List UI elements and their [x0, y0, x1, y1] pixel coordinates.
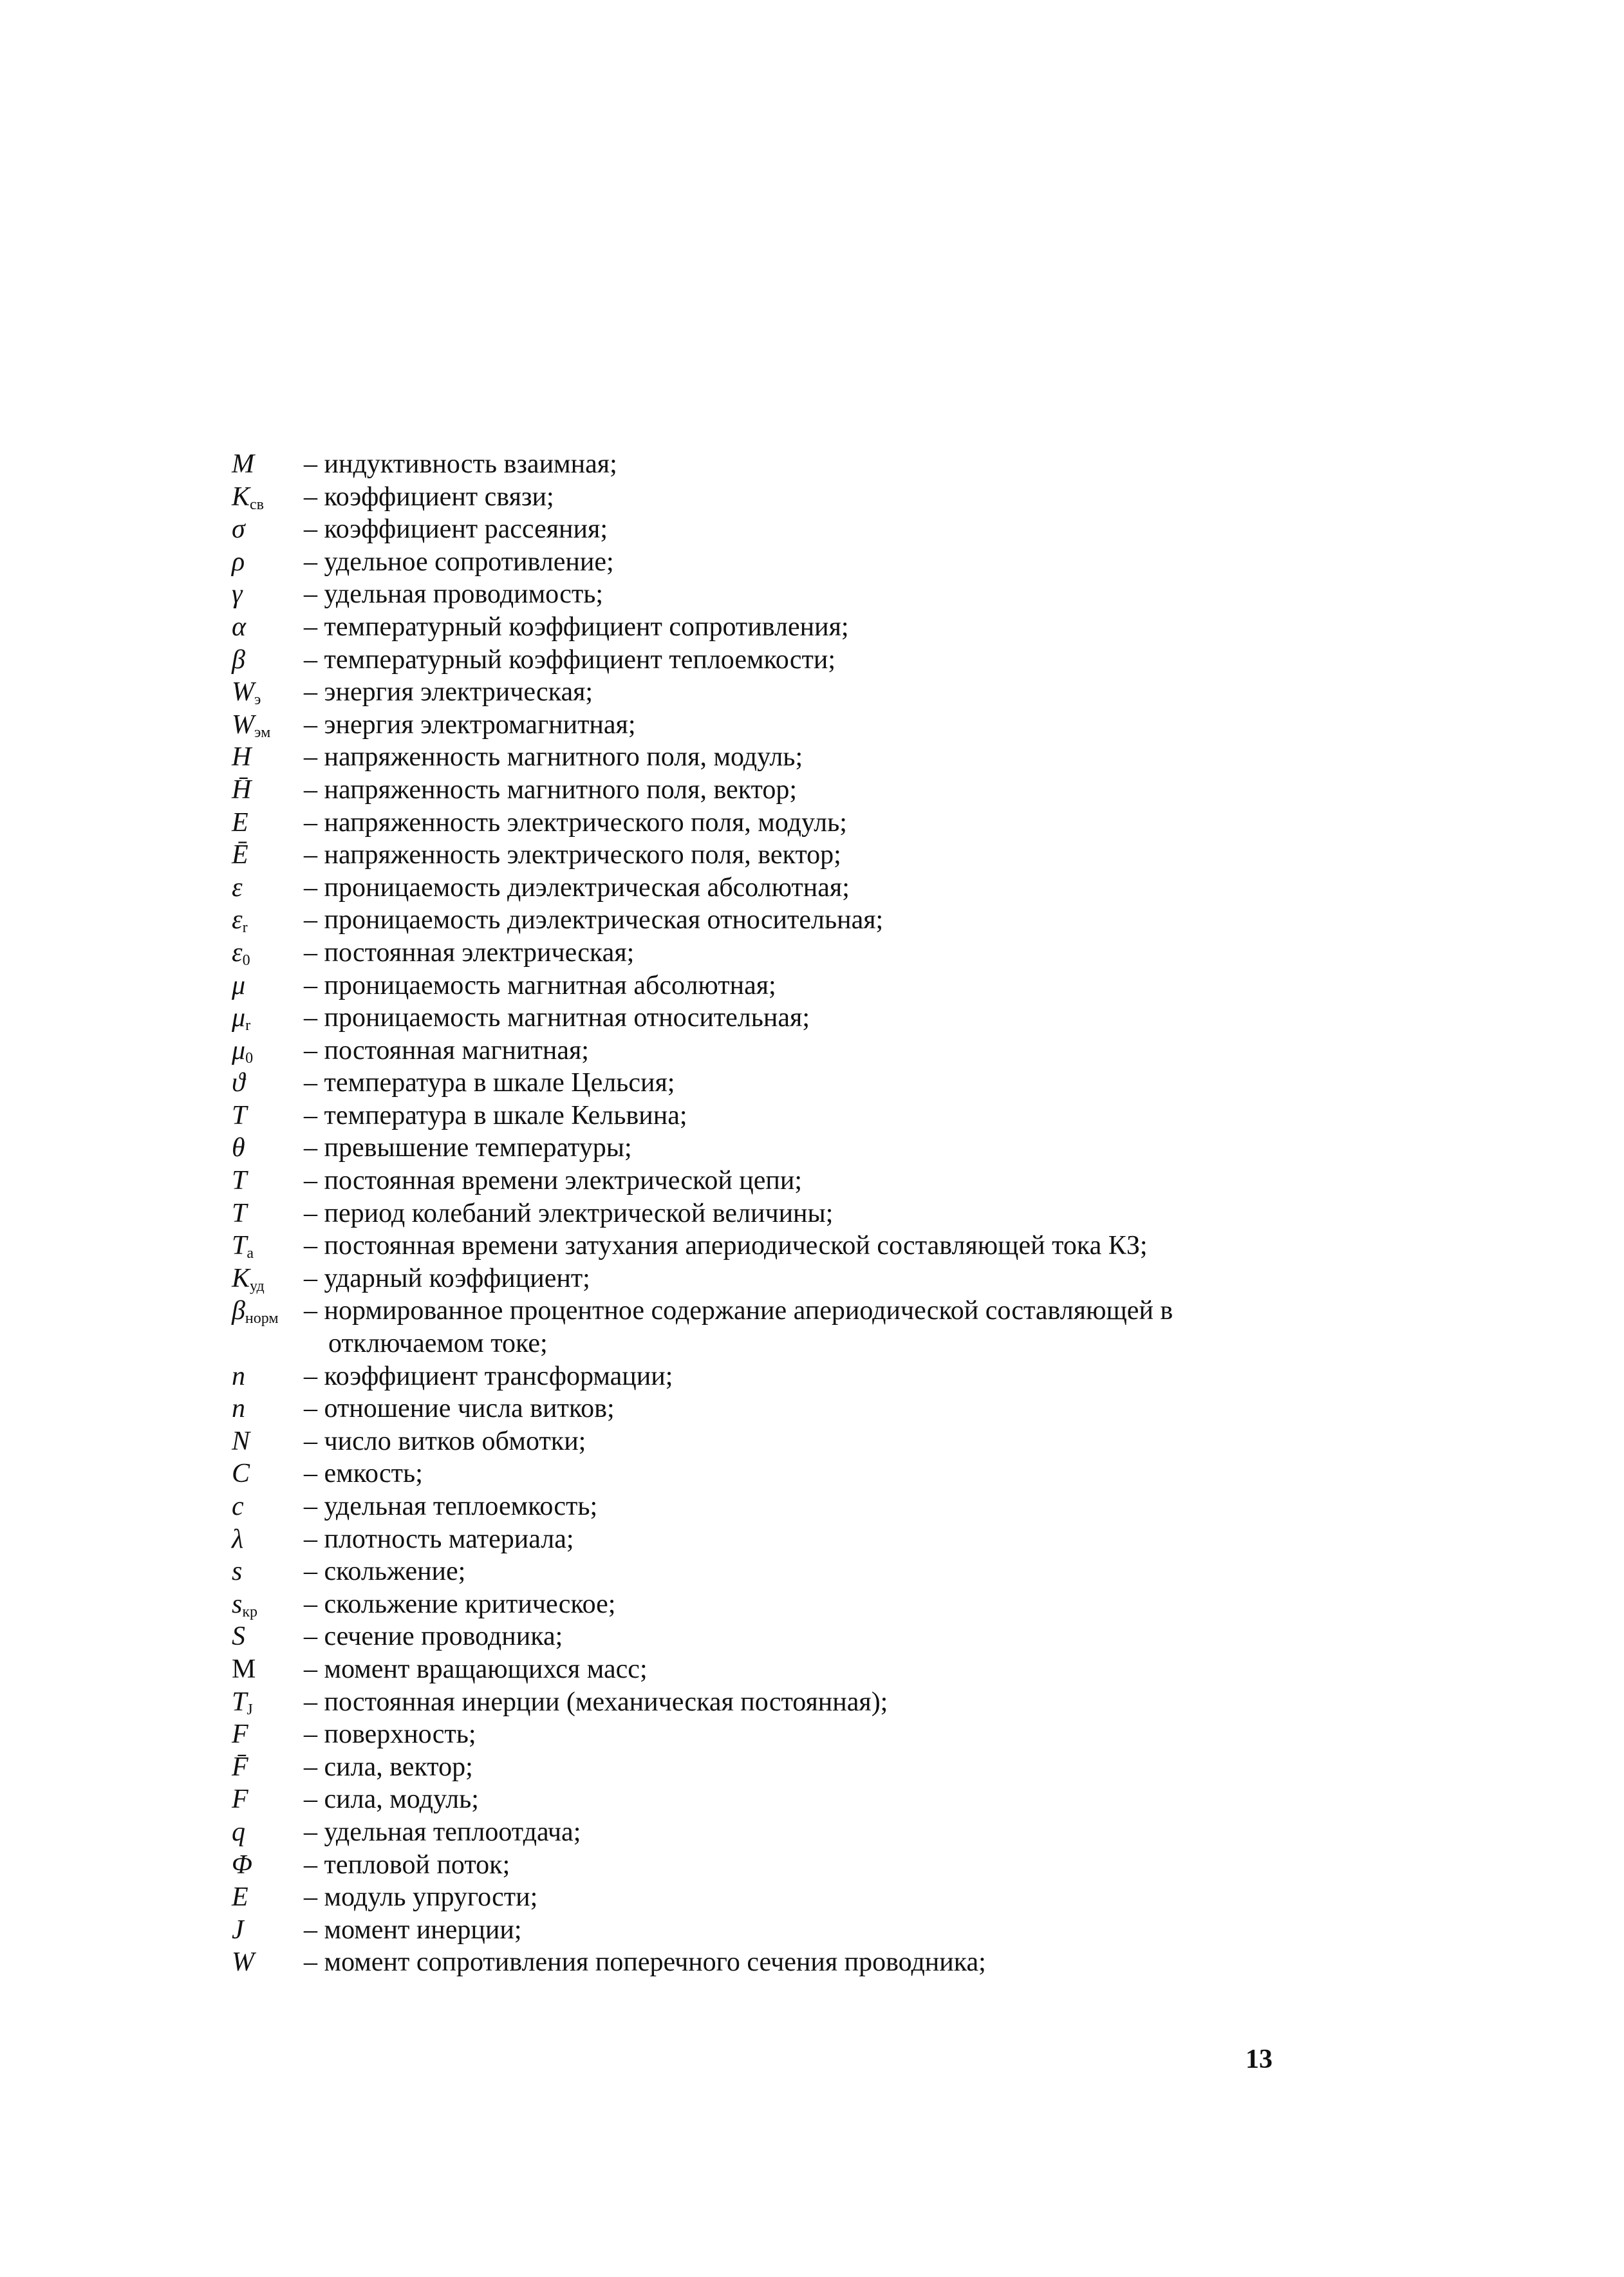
symbol: [232, 1881, 304, 1914]
description-text: сила, модуль;: [324, 1785, 479, 1815]
symbol-description: [304, 1197, 1326, 1230]
dash: –: [304, 872, 317, 903]
dash: –: [304, 1068, 317, 1098]
symbol-letter: K: [232, 1263, 250, 1293]
description-text: модуль упругости;: [324, 1882, 538, 1913]
symbol-entry: [232, 448, 1326, 481]
symbol-entry: [232, 1457, 1326, 1490]
symbol: [232, 904, 304, 937]
symbol-description: [304, 937, 1326, 970]
symbol-letter: σ: [232, 514, 245, 545]
symbol: [232, 611, 304, 644]
symbol-letter: ε: [232, 872, 243, 903]
dash: –: [304, 1459, 317, 1489]
symbol-entry: [232, 546, 1326, 579]
symbol: [232, 872, 304, 904]
symbol: [232, 1262, 304, 1295]
symbol-letter: s: [232, 1557, 243, 1587]
description-text: напряженность электрического поля, модуль;: [324, 807, 847, 838]
symbol-letter: μ: [232, 1035, 246, 1065]
symbol: [232, 970, 304, 1002]
description-text: постоянная инерции (механическая постоянная);: [324, 1687, 888, 1717]
description-text: энергия электрическая;: [324, 677, 593, 707]
symbol: [232, 741, 304, 774]
symbol-description: [304, 1295, 1326, 1360]
symbol-letter: α: [232, 612, 247, 642]
symbol-letter: E: [232, 1882, 248, 1913]
symbol-description: [304, 546, 1326, 579]
symbol-description: [304, 1360, 1326, 1393]
symbol: [232, 1132, 304, 1165]
symbol-entry: [232, 1360, 1326, 1393]
symbol-description: [304, 1035, 1326, 1067]
symbol-description: [304, 676, 1326, 709]
symbol-description: [304, 1946, 1326, 1979]
symbol-letter: c: [232, 1492, 244, 1521]
description-text: число витков обмотки;: [324, 1426, 586, 1456]
symbol-description: [304, 1392, 1326, 1425]
symbol-entry: [232, 1751, 1326, 1784]
symbol-letter: N: [232, 1426, 250, 1456]
symbol-letter: W: [232, 1947, 254, 1978]
symbol: [232, 546, 304, 579]
dash: –: [304, 742, 317, 773]
symbol-subscript: уд: [250, 1277, 265, 1295]
symbol-description: [304, 774, 1326, 807]
symbol: [232, 1457, 304, 1490]
description-text: поверхность;: [324, 1719, 476, 1750]
symbol-description: [304, 1165, 1326, 1197]
description-text: проницаемость диэлектрическая относительная;: [324, 905, 884, 935]
symbol: [232, 1067, 304, 1100]
dash: –: [304, 514, 317, 545]
symbol: [232, 1620, 304, 1653]
symbol: [232, 448, 304, 481]
symbol-letter: Φ: [232, 1850, 252, 1880]
symbol-entry: [232, 1132, 1326, 1165]
symbol-entry: [232, 1881, 1326, 1914]
dash: –: [304, 547, 317, 577]
symbol-description: [304, 448, 1326, 481]
symbol: [232, 1035, 304, 1067]
dash: –: [304, 1915, 317, 1945]
symbol-description: [304, 1914, 1326, 1947]
dash: –: [304, 1589, 317, 1619]
dash: –: [304, 1524, 317, 1554]
dash: –: [304, 709, 317, 740]
description-text: момент сопротивления поперечного сечения проводника;: [324, 1947, 986, 1978]
description-text: проницаемость диэлектрическая абсолютная;: [324, 872, 850, 903]
symbol-description: [304, 611, 1326, 644]
symbol-entry: [232, 1783, 1326, 1816]
description-text: постоянная времени затухания апериодической составляющей тока КЗ;: [324, 1231, 1148, 1261]
description-text: емкость;: [324, 1459, 423, 1489]
symbol: [232, 513, 304, 546]
symbol-description: [304, 1718, 1326, 1751]
description-text: напряженность электрического поля, вектор;: [324, 840, 841, 870]
symbol-entry: [232, 839, 1326, 872]
symbol-entry: [232, 676, 1326, 709]
symbol: [232, 839, 304, 872]
dash: –: [304, 482, 317, 512]
symbol-entry: [232, 1392, 1326, 1425]
description-text: коэффициент трансформации;: [324, 1361, 673, 1391]
symbol-letter: θ: [232, 1133, 245, 1163]
description-text: проницаемость магнитная относительная;: [324, 1003, 810, 1033]
symbol-entry: [232, 1230, 1326, 1262]
symbol-entry: [232, 1262, 1326, 1295]
symbol: [232, 1686, 304, 1719]
symbol: [232, 1425, 304, 1458]
symbol-letter: C: [232, 1459, 250, 1489]
dash: –: [304, 612, 317, 642]
symbol-subscript: 0: [245, 1049, 254, 1067]
symbol-letter: q: [232, 1817, 245, 1847]
symbol-letter: n: [232, 1394, 245, 1424]
symbol-description: [304, 1653, 1326, 1686]
symbol: [232, 1392, 304, 1425]
symbol-letter: T: [232, 1231, 247, 1261]
symbol-letter: γ: [232, 579, 243, 610]
symbol-entry: [232, 1555, 1326, 1588]
dash: –: [304, 905, 317, 935]
symbol-description: [304, 839, 1326, 872]
dash: –: [304, 840, 317, 870]
symbol-letter: s: [232, 1589, 243, 1619]
description-text: момент инерции;: [324, 1915, 522, 1945]
symbol-letter: J: [232, 1915, 244, 1945]
symbol: [232, 676, 304, 709]
dash: –: [304, 937, 317, 968]
symbol-letter: μ: [232, 970, 246, 1000]
symbol-subscript: 0: [242, 951, 250, 969]
symbol: [232, 1197, 304, 1230]
symbol-subscript: кр: [242, 1603, 258, 1620]
symbol-letter: W: [232, 677, 254, 707]
symbol-letter: λ: [232, 1524, 244, 1554]
symbol-description: [304, 970, 1326, 1002]
symbol: [232, 1002, 304, 1035]
symbol-entry: [232, 1849, 1326, 1882]
dash: –: [304, 1687, 317, 1717]
symbol-description: [304, 1555, 1326, 1588]
symbol-letter: H̄: [232, 774, 252, 805]
symbol-entry: [232, 872, 1326, 904]
symbol-entry: [232, 1490, 1326, 1523]
symbol-description: [304, 644, 1326, 677]
symbol-entry: [232, 1035, 1326, 1067]
symbol: [232, 1653, 304, 1686]
description-text: отношение числа витков;: [324, 1394, 615, 1424]
description-text: скольжение критическое;: [324, 1589, 616, 1619]
symbol-subscript: норм: [245, 1310, 279, 1327]
dash: –: [304, 1296, 317, 1326]
symbol-letter: S: [232, 1622, 245, 1652]
symbol-entry: [232, 1686, 1326, 1719]
symbol-letter: F: [232, 1785, 248, 1815]
description-text: постоянная времени электрической цепи;: [324, 1166, 803, 1196]
description-text: удельная теплоотдача;: [324, 1817, 581, 1847]
symbol-description: [304, 1686, 1326, 1719]
symbol-description: [304, 1002, 1326, 1035]
symbol-subscript: r: [242, 919, 248, 937]
dash: –: [304, 1817, 317, 1847]
symbol-entry: [232, 1946, 1326, 1979]
symbol-subscript: эм: [254, 724, 271, 741]
symbol-description: [304, 1425, 1326, 1458]
description-text: температура в шкале Цельсия;: [324, 1068, 675, 1098]
symbol-letter: ε: [232, 905, 243, 935]
symbol-entry: [232, 644, 1326, 677]
symbol-description: [304, 1816, 1326, 1849]
symbol-entry: [232, 1653, 1326, 1686]
symbol: [232, 1360, 304, 1393]
symbol-letter: ϑ: [232, 1068, 245, 1098]
dash: –: [304, 677, 317, 707]
symbol-description: [304, 1783, 1326, 1816]
dash: –: [304, 1557, 317, 1587]
description-text: проницаемость магнитная абсолютная;: [324, 970, 776, 1000]
symbol: [232, 1523, 304, 1556]
symbol: [232, 1100, 304, 1132]
dash: –: [304, 970, 317, 1000]
symbol-description: [304, 904, 1326, 937]
dash: –: [304, 774, 317, 805]
symbol: [232, 481, 304, 514]
description-continuation: отключаемом токе;: [328, 1329, 548, 1359]
description-text: температура в шкале Кельвина;: [324, 1100, 687, 1130]
symbol: [232, 1946, 304, 1979]
symbol-letter: T: [232, 1687, 247, 1717]
symbol-letter: E: [232, 807, 248, 838]
symbol-description: [304, 1751, 1326, 1784]
symbol: [232, 1783, 304, 1816]
symbol-letter: K: [232, 482, 250, 512]
symbol: [232, 709, 304, 742]
description-text: момент вращающихся масс;: [324, 1654, 648, 1684]
symbol: [232, 1588, 304, 1621]
dash: –: [304, 1785, 317, 1815]
description-text: постоянная электрическая;: [324, 937, 635, 968]
symbol-description: [304, 872, 1326, 904]
symbol-letter: Ē: [232, 840, 248, 870]
symbol-letter: M: [232, 449, 254, 479]
symbol-letter: F: [232, 1719, 248, 1750]
symbol-description: [304, 1620, 1326, 1653]
dash: –: [304, 1394, 317, 1424]
symbol-entry: [232, 1067, 1326, 1100]
symbol-entry: [232, 1425, 1326, 1458]
symbol-letter: β: [232, 1296, 245, 1326]
symbol-letter: M: [232, 1654, 256, 1684]
symbol-description: [304, 1067, 1326, 1100]
symbol-letter: ε: [232, 937, 243, 968]
dash: –: [304, 1361, 317, 1391]
symbol-description: [304, 1588, 1326, 1621]
dash: –: [304, 1492, 317, 1521]
dash: –: [304, 579, 317, 610]
symbol-subscript: J: [247, 1701, 253, 1718]
symbol: [232, 1490, 304, 1523]
description-text: скольжение;: [324, 1557, 466, 1587]
description-text: постоянная магнитная;: [324, 1035, 589, 1065]
symbol-entry: [232, 1816, 1326, 1849]
description-text: удельная теплоемкость;: [324, 1492, 598, 1521]
symbol-entry: [232, 1165, 1326, 1197]
dash: –: [304, 1752, 317, 1782]
symbol: [232, 1230, 304, 1262]
description-text: энергия электромагнитная;: [324, 709, 636, 740]
description-text: температурный коэффициент теплоемкости;: [324, 644, 835, 675]
symbol: [232, 1914, 304, 1947]
symbol-entry: [232, 1718, 1326, 1751]
symbol: [232, 1816, 304, 1849]
symbol-letter: H: [232, 742, 252, 773]
symbol-entry: [232, 807, 1326, 839]
symbol-letter: β: [232, 644, 245, 675]
symbol-entry: [232, 1620, 1326, 1653]
symbol-description: [304, 1230, 1326, 1262]
description-text: ударный коэффициент;: [324, 1263, 590, 1293]
dash: –: [304, 1035, 317, 1065]
description-text: напряженность магнитного поля, модуль;: [324, 742, 803, 773]
symbol: [232, 578, 304, 611]
symbol: [232, 1295, 304, 1327]
dash: –: [304, 1231, 317, 1261]
symbol-entry: [232, 513, 1326, 546]
symbol-letter: W: [232, 709, 254, 740]
symbol: [232, 1718, 304, 1751]
symbol-description: [304, 481, 1326, 514]
symbol: [232, 807, 304, 839]
dash: –: [304, 1426, 317, 1456]
description-text: плотность материала;: [324, 1524, 574, 1554]
symbol-description: [304, 741, 1326, 774]
description-text: период колебаний электрической величины;: [324, 1198, 834, 1228]
symbol-subscript: а: [247, 1245, 254, 1262]
dash: –: [304, 1654, 317, 1684]
symbol-entry: [232, 611, 1326, 644]
symbol-description: [304, 1262, 1326, 1295]
description-text: удельная проводимость;: [324, 579, 604, 610]
dash: –: [304, 1003, 317, 1033]
symbol-letter: T: [232, 1198, 247, 1228]
symbol-description: [304, 513, 1326, 546]
dash: –: [304, 1622, 317, 1652]
symbol-subscript: r: [245, 1017, 251, 1035]
dash: –: [304, 1719, 317, 1750]
symbol: [232, 644, 304, 677]
symbol-description: [304, 1523, 1326, 1556]
symbol-entry: [232, 578, 1326, 611]
description-text: температурный коэффициент сопротивления;: [324, 612, 849, 642]
description-text: индуктивность взаимная;: [324, 449, 617, 479]
symbol-description: [304, 1881, 1326, 1914]
symbol-entry: [232, 937, 1326, 970]
dash: –: [304, 1198, 317, 1228]
symbol-description: [304, 1490, 1326, 1523]
symbol-entry: [232, 1295, 1326, 1360]
symbol: [232, 937, 304, 970]
dash: –: [304, 1882, 317, 1913]
symbol-description: [304, 1457, 1326, 1490]
dash: –: [304, 807, 317, 838]
symbol-entry: [232, 904, 1326, 937]
page-number: 13: [1246, 2045, 1273, 2074]
description-text: коэффициент связи;: [324, 482, 554, 512]
symbol-letter: ρ: [232, 547, 245, 577]
symbol-description: [304, 1132, 1326, 1165]
symbol-letter: T: [232, 1100, 247, 1130]
symbol: [232, 1165, 304, 1197]
description-text: тепловой поток;: [324, 1850, 510, 1880]
symbol-entry: [232, 1197, 1326, 1230]
symbol-subscript: э: [254, 691, 261, 709]
symbol-description: [304, 1100, 1326, 1132]
symbol: [232, 1555, 304, 1588]
description-text: нормированное процентное содержание апериодической составляющей в: [324, 1296, 1173, 1326]
description-text: превышение температуры;: [324, 1133, 632, 1163]
dash: –: [304, 449, 317, 479]
symbol-entry: [232, 1523, 1326, 1556]
symbol-list: [232, 448, 1326, 1979]
description-text: сила, вектор;: [324, 1752, 473, 1782]
symbol-entry: [232, 709, 1326, 742]
symbol-description: [304, 578, 1326, 611]
symbol-description: [304, 1849, 1326, 1882]
symbol-entry: [232, 741, 1326, 774]
description-text: сечение проводника;: [324, 1622, 563, 1652]
symbol-entry: [232, 774, 1326, 807]
dash: –: [304, 1947, 317, 1978]
symbol-entry: [232, 1588, 1326, 1621]
symbol: [232, 774, 304, 807]
symbol-description: [304, 807, 1326, 839]
symbol-letter: T: [232, 1166, 247, 1196]
symbol: [232, 1751, 304, 1784]
dash: –: [304, 1100, 317, 1130]
symbol-entry: [232, 1914, 1326, 1947]
dash: –: [304, 1166, 317, 1196]
symbol-letter: n: [232, 1361, 245, 1391]
symbol-description: [304, 709, 1326, 742]
symbol-subscript: св: [250, 496, 264, 513]
description-text: удельное сопротивление;: [324, 547, 614, 577]
dash: –: [304, 644, 317, 675]
symbol-letter: μ: [232, 1003, 246, 1033]
symbol-entry: [232, 970, 1326, 1002]
symbol-entry: [232, 1100, 1326, 1132]
symbol-entry: [232, 1002, 1326, 1035]
symbol-letter: F̄: [232, 1752, 248, 1782]
dash: –: [304, 1263, 317, 1293]
symbol-entry: [232, 481, 1326, 514]
symbol: [232, 1849, 304, 1882]
description-text: напряженность магнитного поля, вектор;: [324, 774, 797, 805]
description-text: коэффициент рассеяния;: [324, 514, 608, 545]
dash: –: [304, 1133, 317, 1163]
dash: –: [304, 1850, 317, 1880]
